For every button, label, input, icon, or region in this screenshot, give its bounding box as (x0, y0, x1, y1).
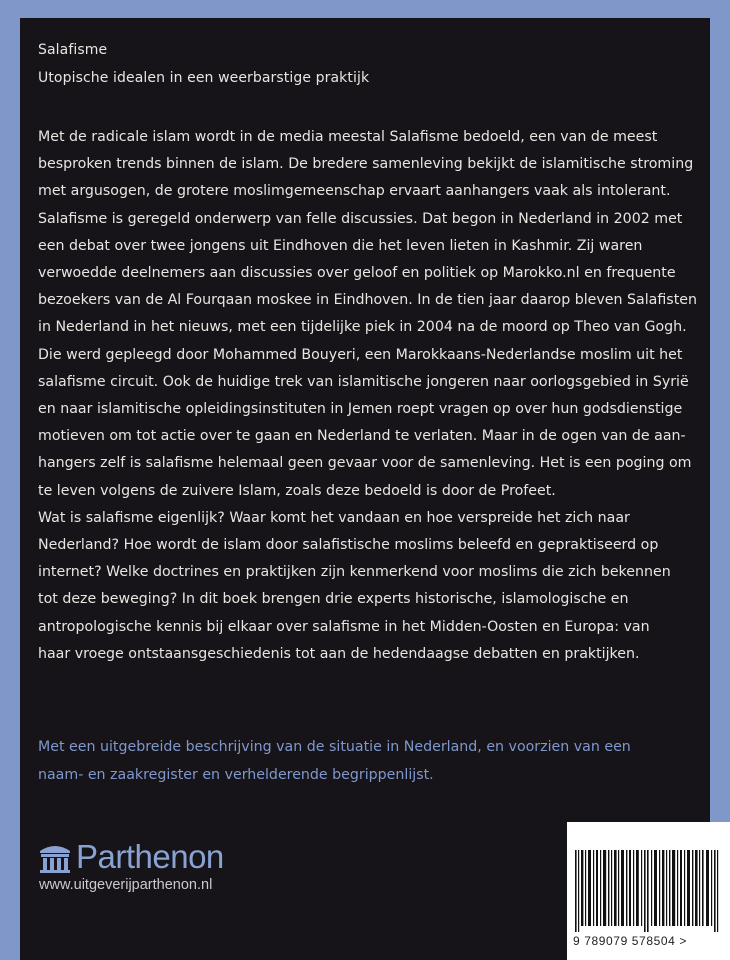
parthenon-temple-icon (38, 840, 72, 874)
blurb-line: hangers zelf is salafisme helemaal geen gevaar voor de samenleving. Het is een poging om (38, 455, 692, 472)
blurb-line: en naar islamitische opleidingsinstituten in Jemen roept vragen op over hun godsdienstige (38, 401, 683, 418)
publisher-logo (38, 840, 224, 874)
note-line: naam- en zaakregister en verhelderende begrippenlijst. (38, 766, 434, 783)
blurb-line: te leven volgens de zuivere Islam, zoals deze bedoeld is door de Profeet. (38, 482, 556, 499)
blurb-line: internet? Welke doctrines en praktijken zijn kenmerkend voor moslims die zich bekennen (38, 564, 671, 581)
blurb-line: tot deze beweging? In dit boek brengen drie experts historische, islamologische en (38, 591, 629, 608)
blurb-line: Die werd gepleegd door Mohammed Bouyeri, een Marokkaans-Nederlandse moslim uit het (38, 346, 683, 363)
publisher-block (38, 840, 224, 893)
isbn-number: 9 789079 578504 > (573, 934, 687, 948)
blurb-line: motieven om tot actie over te gaan en Nederland te verlaten. Maar in de ogen van de aan- (38, 428, 686, 445)
blurb-line: een debat over twee jongens uit Eindhoven die het leven lieten in Kashmir. Zij waren (38, 237, 643, 254)
book-title: Salafisme (38, 42, 108, 58)
blurb-line: salafisme circuit. Ook de huidige trek van islamitische jongeren naar oorlogsgebied in Syrië (38, 373, 689, 390)
publisher-url: www.uitgeverijparthenon.nl (39, 877, 213, 893)
title-block (38, 36, 369, 92)
blurb-line: besproken trends binnen de islam. De bredere samenleving bekijkt de islamitische stroming (38, 156, 694, 173)
barcode (567, 822, 730, 960)
blurb-line: antropologische kennis bij elkaar over salafisme in het Midden-Oosten en Europa: van (38, 618, 650, 635)
blurb-line: verwoedde deelnemers aan discussies over geloof en politiek op Marokko.nl en frequente (38, 265, 676, 282)
publisher-name: Parthenon (76, 838, 224, 875)
blurb-line: Nederland? Hoe wordt de islam door salafistische moslims beleefd en gepraktiseerd op (38, 537, 659, 554)
blurb-line: bezoekers van de Al Fourqaan moskee in Eindhoven. In de tien jaar daarop bleven Salafisten (38, 292, 697, 309)
blurb-line: haar vroege ontstaansgeschiedenis tot aan de hedendaagse debatten en praktijken. (38, 645, 640, 662)
blurb-line: in Nederland in het nieuws, met een tijdelijke piek in 2004 na de moord op Theo van Gogh. (38, 319, 687, 336)
book-subtitle: Utopische idealen in een weerbarstige praktijk (38, 70, 370, 86)
blurb-line: Salafisme is geregeld onderwerp van felle discussies. Dat begon in Nederland in 2002 met (38, 210, 683, 227)
blurb-line: met argusogen, de grotere moslimgemeenschap ervaart aanhangers vaak als intolerant. (38, 183, 671, 200)
note-line: Met een uitgebreide beschrijving van de situatie in Nederland, en voorzien van een (38, 739, 631, 755)
highlight-note (38, 734, 698, 789)
blurb-text (38, 124, 698, 668)
blurb-line: Wat is salafisme eigenlijk? Waar komt het vandaan en hoe verspreide het zich naar (38, 509, 630, 526)
barcode-bars (575, 850, 725, 932)
blurb-line: Met de radicale islam wordt in de media meestal Salafisme bedoeld, een van de meest (38, 129, 658, 145)
